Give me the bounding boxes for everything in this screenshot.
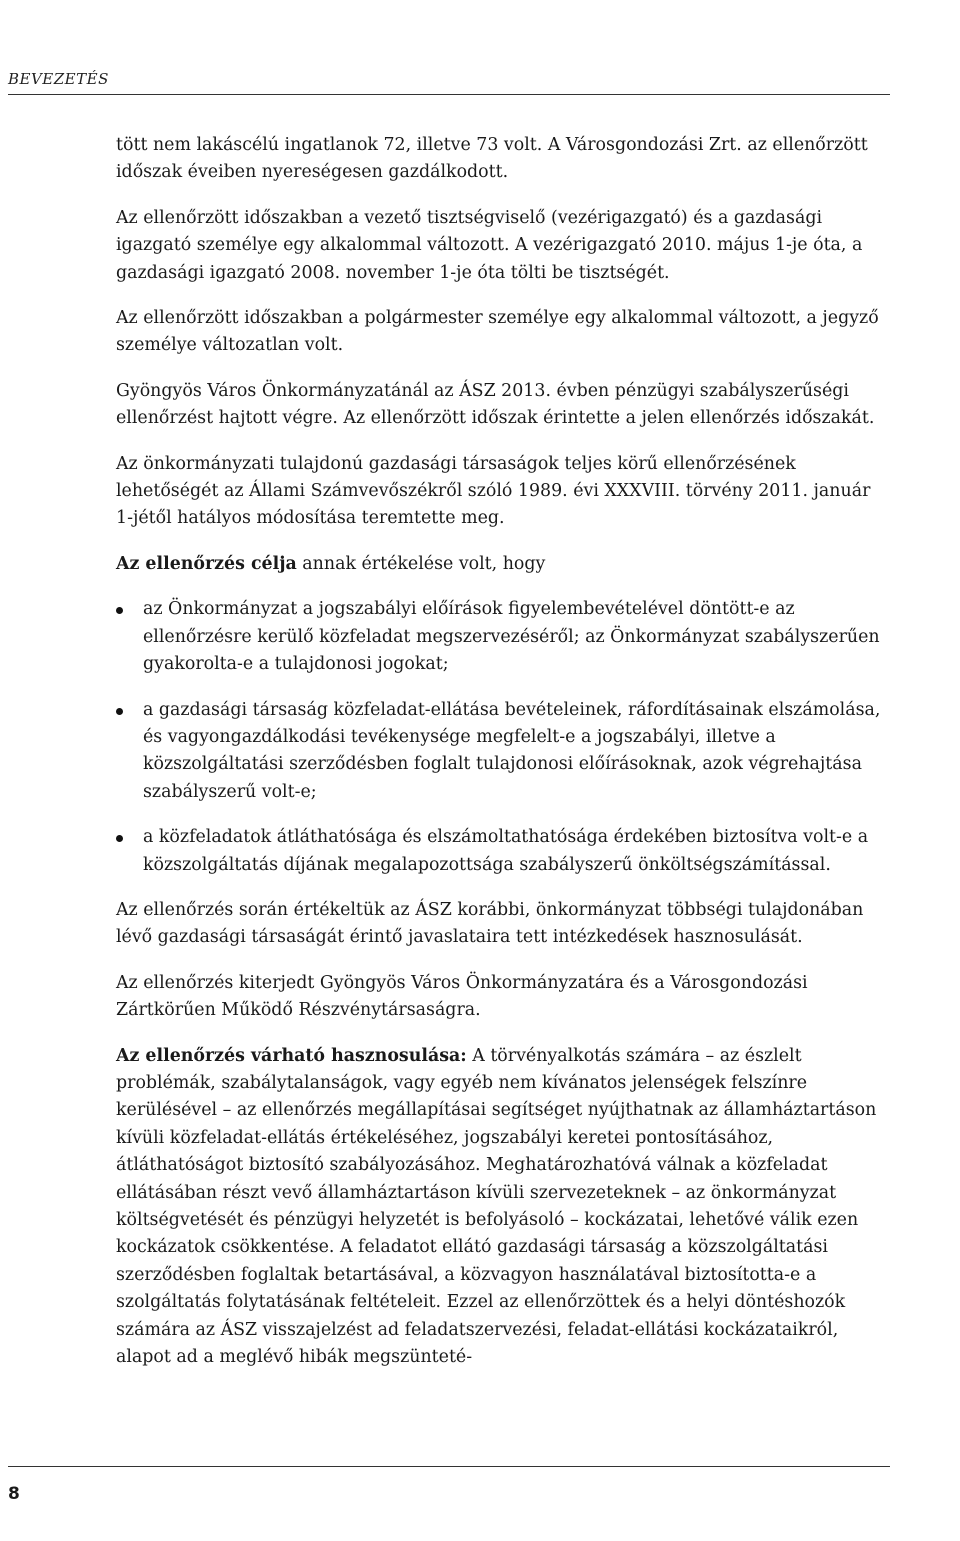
page-number: 8: [8, 1484, 20, 1504]
paragraph-torvenyi-hatter: Az önkormányzati tulajdonú gazdasági társaságok teljes körű ellenőrzésének lehetőségét az Állami Számvevőszékről szóló 1989. évi XXXVIII. törvény 2011. január 1-jétől hatályos módosítása teremtette meg.: [116, 453, 871, 529]
paragraph-polgarmester: Az ellenőrzött időszakban a polgármester személye egy alkalommal változott, a jegyző személye változatlan volt.: [116, 308, 879, 356]
list-item-text: az Önkormányzat a jogszabályi előírások figyelembevételével döntött-e az ellenőrzésre kerülő közfeladat megszervezéséről; az Önkormányzat szabályszerűen gyakorolta-e a tulajdonosi jogokat;: [143, 599, 880, 675]
goal-paragraph: [116, 551, 886, 578]
bullet-icon: [116, 835, 123, 842]
list-item-text: a közfeladatok átláthatósága és elszámoltathatósága érdekében biztosítva volt-e a közszolgáltatás díjának megalapozottsága szabályszerű önköltségszámítással.: [143, 827, 869, 875]
page-body: [116, 132, 886, 1389]
list-item-text: a gazdasági társaság közfeladat-ellátása bevételeinek, ráfordításainak elszámolása, és vagyongazdálkodási tevékenysége megfelelt-e a jogszabályi, illetve a közszolgáltatási szerződésben foglalt tulajdonosi előírásoknak, azok végrehajtása szabályszerű volt-e;: [143, 699, 881, 802]
footer-divider: [8, 1466, 890, 1467]
benefit-heading: Az ellenőrzés várható hasznosulása:: [116, 1045, 467, 1066]
list-item: [116, 697, 886, 807]
paragraph-javaslatok: Az ellenőrzés során értékeltük az ÁSZ korábbi, önkormányzat többségi tulajdonában lévő gazdasági társaságát érintő javaslataira tett intézkedések hasznosulását.: [116, 899, 864, 948]
goal-intro: annak értékelése volt, hogy: [296, 553, 546, 574]
paragraph-vezetok: Az ellenőrzött időszakban a vezető tisztségviselő (vezérigazgató) és a gazdasági igazgató személye egy alkalommal változott. A vezérigazgató 2010. május 1-je óta, a gazdasági igazgató 2008. november 1-je óta tölti be tisztségét.: [116, 207, 863, 283]
paragraph-korabbi-ellenorzes: Gyöngyös Város Önkormányzatánál az ÁSZ 2013. évben pénzügyi szabályszerűségi ellenőrzést hajtott végre. Az ellenőrzött időszak érintette a jelen ellenőrzés időszakát.: [116, 380, 875, 429]
goal-heading: Az ellenőrzés célja: [116, 553, 297, 574]
benefit-paragraph: [116, 1043, 886, 1372]
bullet-icon: [116, 708, 123, 715]
bullet-icon: [116, 607, 123, 614]
list-item: [116, 596, 886, 678]
header-divider: [8, 94, 890, 95]
goal-list: [116, 596, 886, 879]
list-item: [116, 824, 886, 879]
paragraph-kiterjedes: Az ellenőrzés kiterjedt Gyöngyös Város Önkormányzatára és a Városgondozási Zártkörűen Működő Részvénytársaságra.: [116, 972, 808, 1021]
benefit-text: A törvényalkotás számára – az észlelt problémák, szabálytalanságok, vagy egyéb nem kívánatos jelenségek felszínre kerülésével – az ellenőrzés megállapításai segítséget nyújthatnak az államháztartáson kívüli közfeladat-ellátás értékeléséhez, jogszabályi keretei pontosításához, átláthatóságot biztosító szabályozásához. Meghatározhatóvá válnak a közfeladat ellátásában részt vevő államháztartáson kívüli szervezeteknek – az önkormányzat költségvetését és pénzügyi helyzetét is befolyásoló – kockázatai, lehetővé válik ezen kockázatok csökkentése. A feladatot ellátó gazdasági társaság a közszolgáltatási szerződésben foglaltak betartásával, a közvagyon használatával biztosította-e a szolgáltatás folytatásának feltételeit. Ezzel az ellenőrzöttek és a helyi döntéshozók számára az ÁSZ visszajelzést ad feladatszervezési, feladat-ellátási kockázataikról, alapot ad a meglévő hibák megszünteté-: [116, 1045, 877, 1368]
paragraph-ingatlanok: tött nem lakáscélú ingatlanok 72, illetve 73 volt. A Városgondozási Zrt. az ellenőrzött időszak éveiben nyereségesen gazdálkodott.: [116, 135, 868, 183]
running-header: BEVEZETÉS: [8, 70, 109, 88]
